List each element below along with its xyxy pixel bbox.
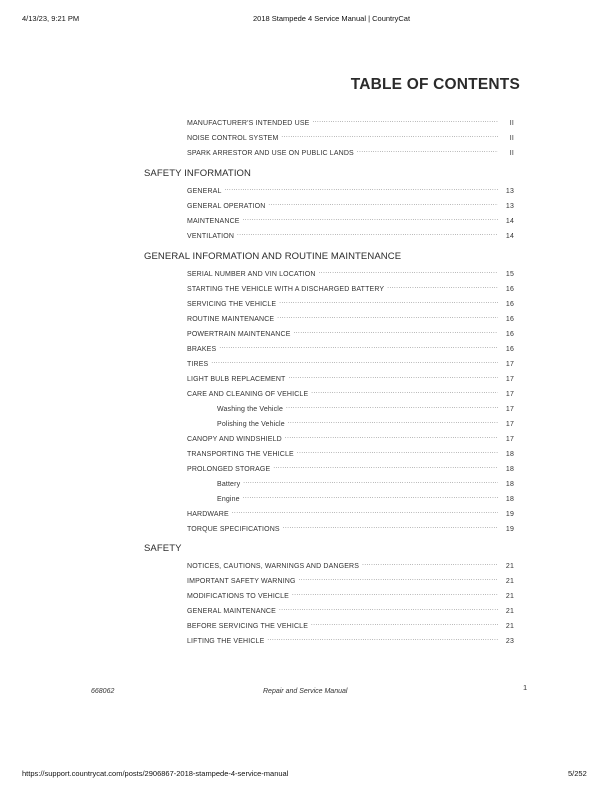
toc-entry: BEFORE SERVICING THE VEHICLE ..... 21 <box>187 618 514 630</box>
toc-entry: GENERAL ..... 13 <box>187 183 514 195</box>
toc-entry: MAINTENANCE ..... 14 <box>187 213 514 225</box>
toc-entry: MANUFACTURER'S INTENDED USE ..... II <box>187 115 514 127</box>
print-url: https://support.countrycat.com/posts/2906867-2018-stampede-4-service-manual <box>22 769 289 778</box>
toc-entry: POWERTRAIN MAINTENANCE ..... 16 <box>187 326 514 338</box>
toc-entry: NOTICES, CAUTIONS, WARNINGS AND DANGERS ..... 21 <box>187 558 514 570</box>
toc-entry: BRAKES ..... 16 <box>187 341 514 353</box>
section-heading: SAFETY INFORMATION <box>144 168 252 179</box>
toc-entry: TRANSPORTING THE VEHICLE ..... 18 <box>187 446 514 458</box>
manual-name: Repair and Service Manual <box>263 688 348 695</box>
toc-entry: GENERAL OPERATION ..... 13 <box>187 198 514 210</box>
toc-entry: MODIFICATIONS TO VEHICLE ..... 21 <box>187 588 514 600</box>
toc-entry: CARE AND CLEANING OF VEHICLE ..... 17 <box>187 386 514 398</box>
toc-entry: SERIAL NUMBER AND VIN LOCATION ..... 15 <box>187 266 514 278</box>
toc-entry: NOISE CONTROL SYSTEM ..... II <box>187 130 514 142</box>
toc-entry: CANOPY AND WINDSHIELD ..... 17 <box>187 431 514 443</box>
toc-entry: ROUTINE MAINTENANCE ..... 16 <box>187 311 514 323</box>
toc-subentry: Polishing the Vehicle ..... 17 <box>217 416 514 428</box>
page-number: 1 <box>523 683 528 692</box>
toc-entry: SPARK ARRESTOR AND USE ON PUBLIC LANDS ..... II <box>187 145 514 157</box>
toc-entry: TIRES ..... 17 <box>187 356 514 368</box>
toc-entry: STARTING THE VEHICLE WITH A DISCHARGED BATTERY ..... 16 <box>187 281 514 293</box>
print-page-title: 2018 Stampede 4 Service Manual | CountryCat <box>253 14 411 23</box>
toc-subentry: Washing the Vehicle ..... 17 <box>217 401 514 413</box>
doc-number: 668062 <box>91 688 115 695</box>
toc-entry: VENTILATION ..... 14 <box>187 228 514 240</box>
toc-entry: GENERAL MAINTENANCE ..... 21 <box>187 603 514 615</box>
print-datetime: 4/13/23, 9:21 PM <box>22 14 80 23</box>
toc-entry: TORQUE SPECIFICATIONS ..... 19 <box>187 521 514 533</box>
toc-subentry: Engine ..... 18 <box>217 491 514 503</box>
toc-entry: LIFTING THE VEHICLE ..... 23 <box>187 633 514 645</box>
toc-entry: IMPORTANT SAFETY WARNING ..... 21 <box>187 573 514 585</box>
toc-subentry: Battery ..... 18 <box>217 476 514 488</box>
print-page-count: 5/252 <box>568 769 587 778</box>
toc-entry: SERVICING THE VEHICLE ..... 16 <box>187 296 514 308</box>
toc-entry: LIGHT BULB REPLACEMENT ..... 17 <box>187 371 514 383</box>
toc-entry: PROLONGED STORAGE ..... 18 <box>187 461 514 473</box>
section-heading: GENERAL INFORMATION AND ROUTINE MAINTENANCE <box>144 251 402 262</box>
toc-entry: HARDWARE ..... 19 <box>187 506 514 518</box>
toc-title: TABLE OF CONTENTS <box>350 76 520 93</box>
section-heading: SAFETY <box>144 543 182 554</box>
